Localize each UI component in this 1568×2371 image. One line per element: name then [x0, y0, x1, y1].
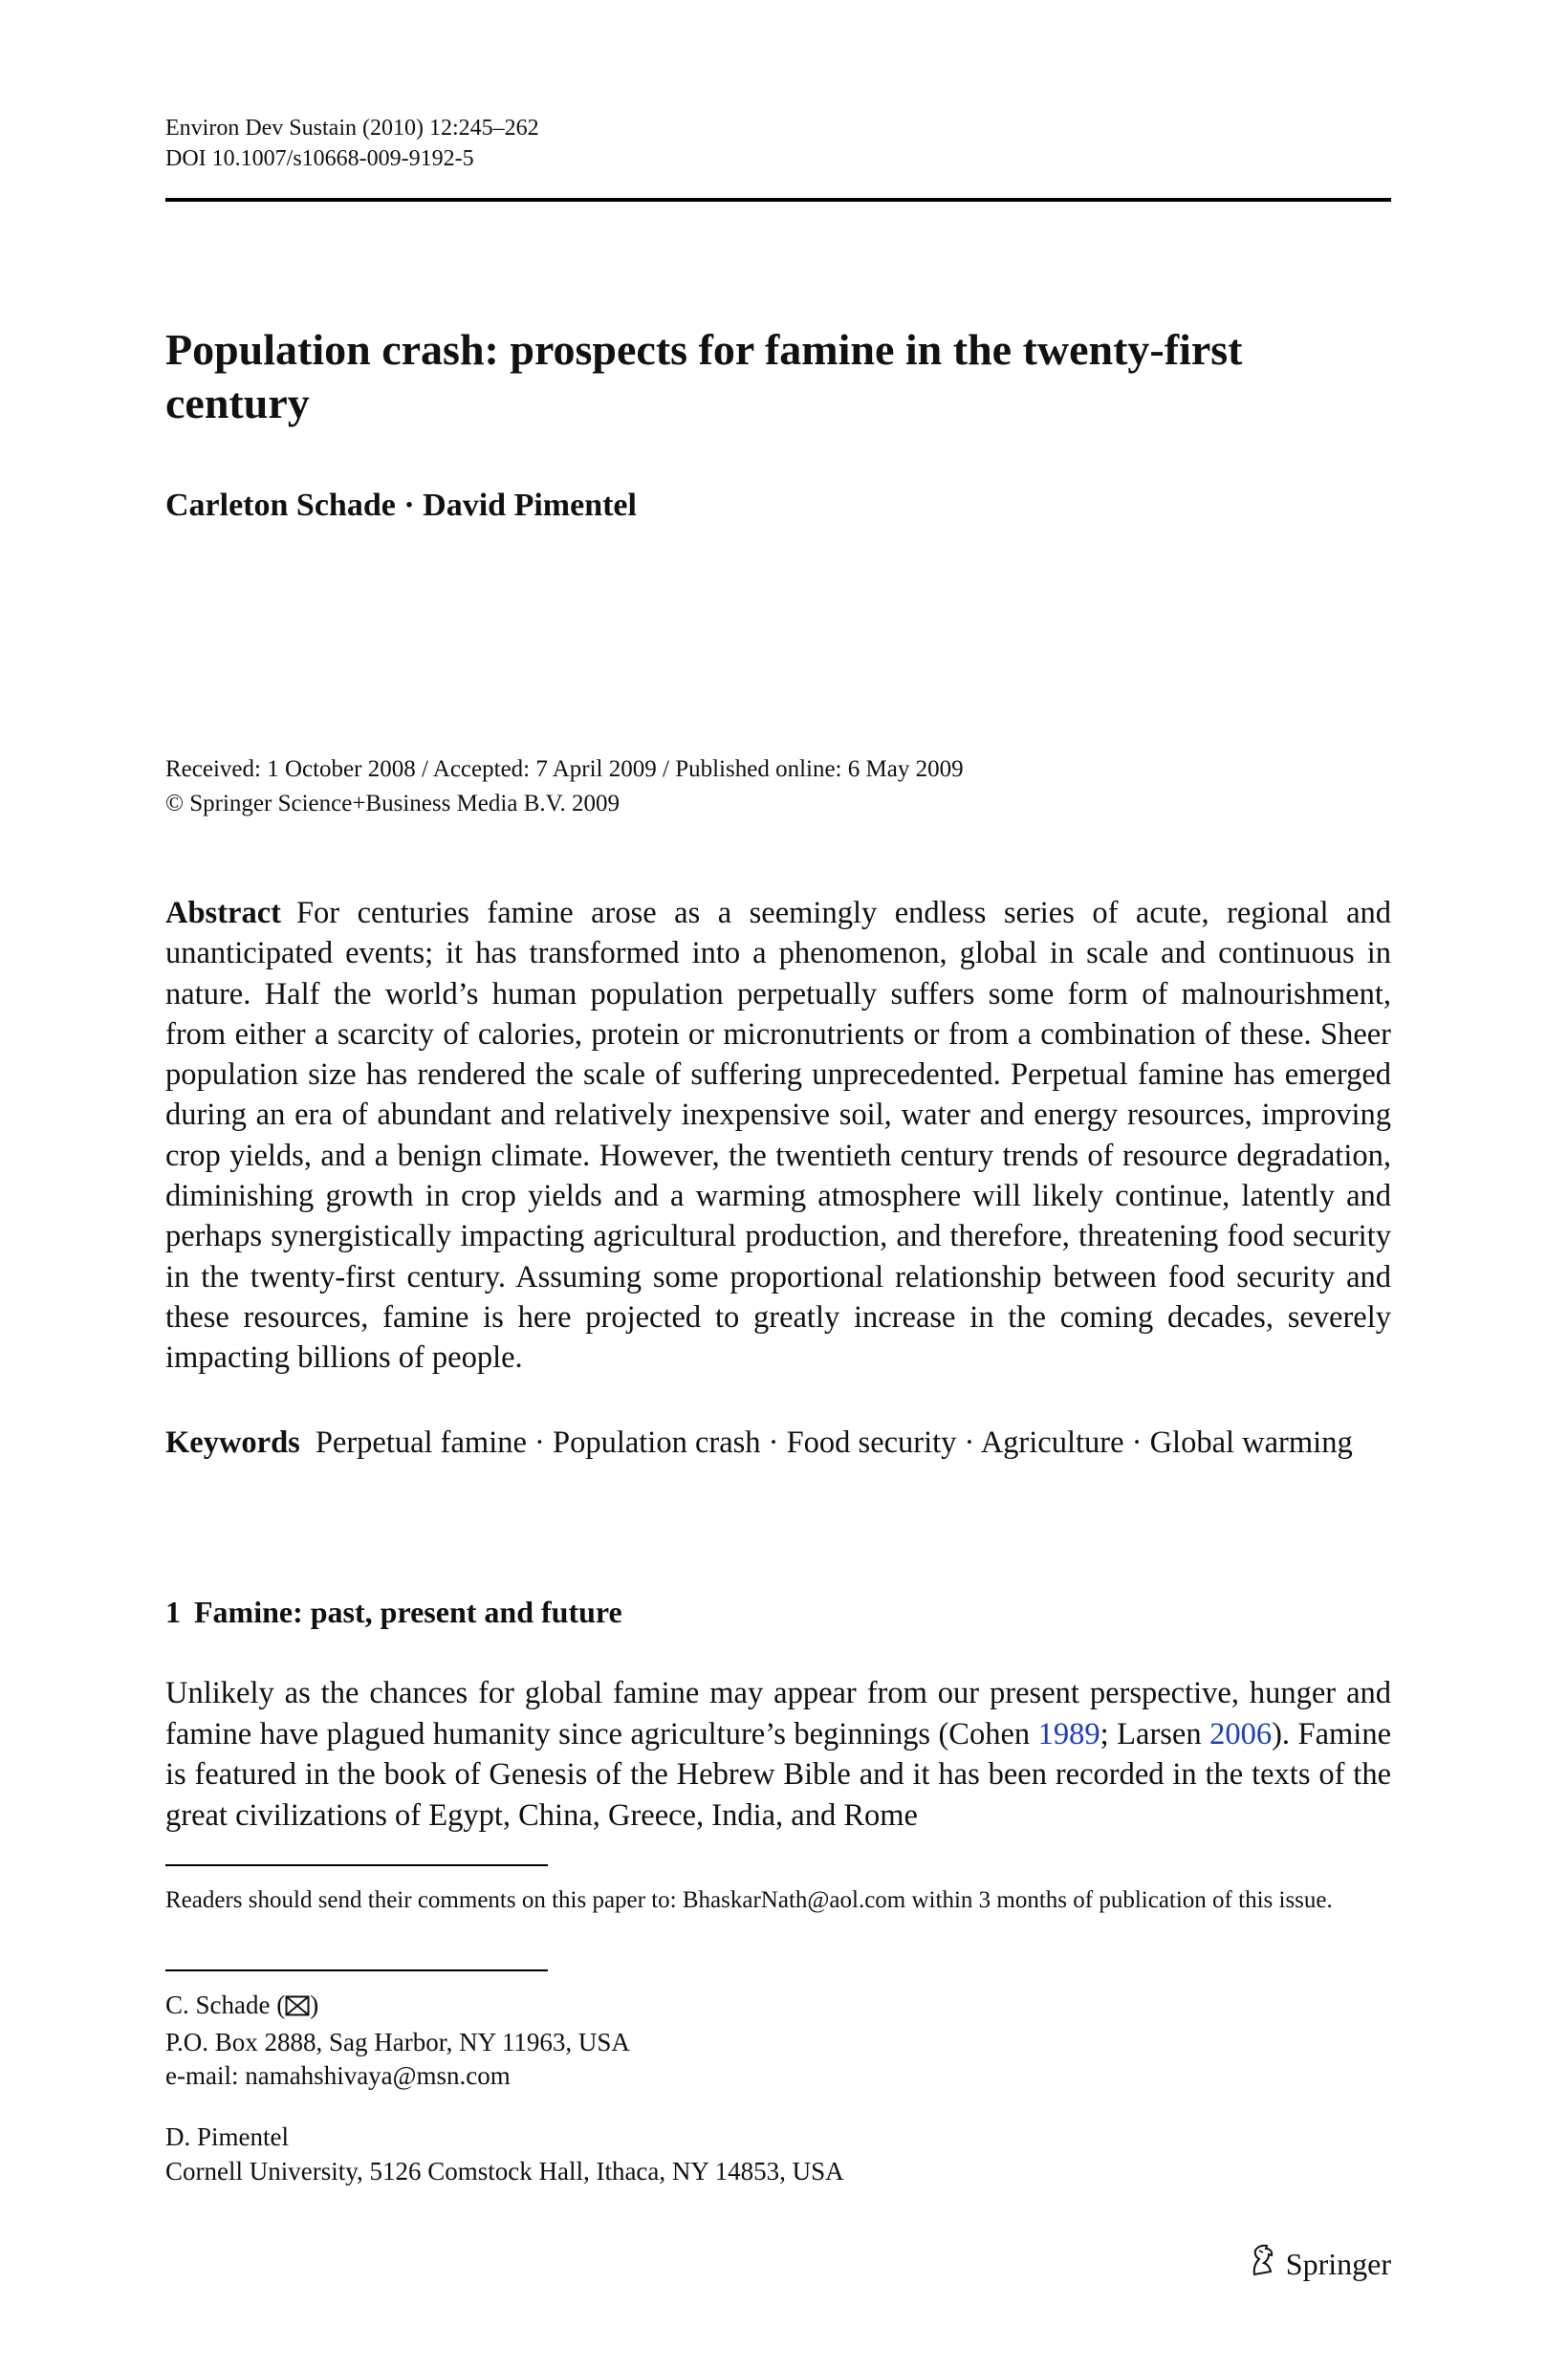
- footnote-rule: [165, 1864, 548, 1866]
- section-title: Famine: past, present and future: [194, 1595, 622, 1629]
- keywords-label: Keywords: [165, 1425, 300, 1460]
- readers-footnote: Readers should send their comments on this paper to: BhaskarNath@aol.com within 3 months of publication of this issue.: [165, 1887, 1333, 1913]
- article-title: [165, 323, 1391, 430]
- body-text: ; Larsen: [1100, 1716, 1210, 1751]
- abstract-label: Abstract: [165, 896, 281, 930]
- schade-name: C. Schade (: [165, 1990, 286, 2019]
- body-text: Unlikely as the chances for global famine may appear from our present perspective, hunger and famine have plagued humanity since agriculture’s beginnings (Cohen: [165, 1676, 1391, 1751]
- keywords: [165, 1422, 1391, 1464]
- abstract-text: For centuries famine arose as a seemingly endless series of acute, regional and unanticipated events; it has transformed into a phenomenon, global in scale and continuous in nature. Half the world’s human population perpetually suffers some form of malnourishment, from either a scarcity of calories, protein or micronutrients or from a combination of these. Sheer population size has rendered the scale of suffering unprecedented. Perpetual famine has emerged during an era of abundant and relatively inexpensive soil, water and energy resources, improving crop yields, and a benign climate. However, the twentieth century trends of resource degradation, diminishing growth in crop yields and a warming atmosphere will likely continue, latently and perhaps synergistically impacting agricultural production, and therefore, threatening food security in the twenty-first century. Assuming some proportional relationship between food security and these resources, famine is here projected to greatly increase in the coming decades, severely impacting billions of people.: [165, 896, 1391, 1376]
- pimentel-name: D. Pimentel: [165, 2122, 289, 2151]
- schade-email[interactable]: e-mail: namahshivaya@msn.com: [165, 2061, 511, 2090]
- affiliation-rule: [165, 1969, 548, 1971]
- publisher-logo: [1246, 2243, 1391, 2285]
- pimentel-address: Cornell University, 5126 Comstock Hall, Ithaca, NY 14853, USA: [165, 2156, 844, 2186]
- title-line-2: century: [165, 379, 310, 427]
- publication-dates: [165, 752, 964, 821]
- keywords-text: Perpetual famine · Population crash · Food security · Agriculture · Global warming: [315, 1425, 1353, 1460]
- section-heading: [165, 1595, 622, 1630]
- citation-link-larsen[interactable]: 2006: [1209, 1716, 1273, 1751]
- title-line-1: Population crash: prospects for famine in the twenty-first: [165, 325, 1243, 374]
- envelope-icon: [285, 1991, 310, 2026]
- schade-address: P.O. Box 2888, Sag Harbor, NY 11963, USA: [165, 2027, 630, 2056]
- publisher-name: Springer: [1285, 2246, 1391, 2281]
- body-text: ). Famine is featured in the book of Genesis of the Hebrew Bible and it has been recorded in the texts of the great civilizations of Egypt, China, Greece, India, and Rome: [165, 1716, 1392, 1833]
- journal-citation: Environ Dev Sustain (2010) 12:245–262: [165, 116, 539, 141]
- author-list: Carleton Schade · David Pimentel: [165, 488, 637, 523]
- section-number: 1: [165, 1595, 181, 1629]
- schade-name-close: ): [310, 1990, 319, 2019]
- abstract: [165, 893, 1391, 1379]
- affiliation-schade: [165, 1989, 630, 2094]
- citation-link-cohen[interactable]: 1989: [1037, 1716, 1100, 1751]
- schade-name-line: [165, 1989, 630, 2026]
- affiliation-pimentel: [165, 2121, 844, 2188]
- running-header: [165, 113, 539, 174]
- copyright: © Springer Science+Business Media B.V. 2009: [165, 791, 620, 816]
- header-rule: [165, 198, 1391, 202]
- body-paragraph: [165, 1673, 1391, 1836]
- history-dates: Received: 1 October 2008 / Accepted: 7 April 2009 / Published online: 6 May 2009: [165, 756, 964, 782]
- doi: DOI 10.1007/s10668-009-9192-5: [165, 146, 474, 171]
- springer-horse-icon: [1246, 2243, 1278, 2285]
